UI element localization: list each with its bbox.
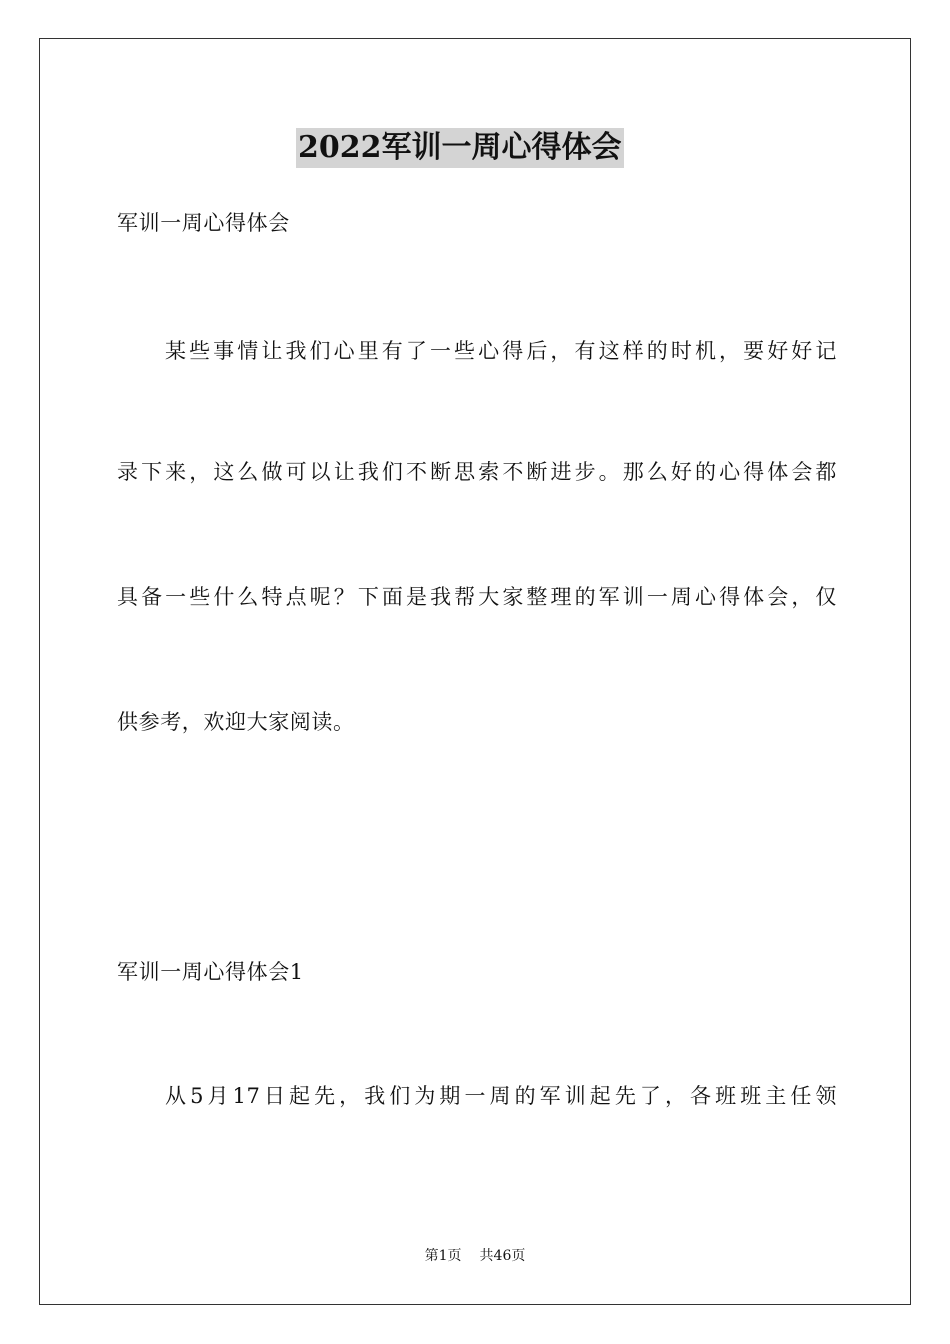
intro-paragraph-line: 某些事情让我们心里有了一些心得后，有这样的时机，要好好记 <box>165 339 837 363</box>
page-footer <box>0 1247 950 1265</box>
section-paragraph-line: 从5月17日起先，我们为期一周的军训起先了，各班班主任领 <box>165 1084 837 1108</box>
intro-paragraph-line: 具备一些什么特点呢？下面是我帮大家整理的军训一周心得体会，仅 <box>117 585 837 609</box>
intro-paragraph-line: 供参考，欢迎大家阅读。 <box>117 710 355 734</box>
document-subtitle: 军训一周心得体会 <box>117 211 290 235</box>
page-total: 共46页 <box>479 1248 526 1264</box>
intro-paragraph-line: 录下来，这么做可以让我们不断思索不断进步。那么好的心得体会都 <box>117 460 837 484</box>
page-number: 第1页 <box>424 1248 462 1264</box>
document-title: 2022军训一周心得体会 <box>296 128 624 168</box>
section-heading: 军训一周心得体会1 <box>117 960 304 984</box>
